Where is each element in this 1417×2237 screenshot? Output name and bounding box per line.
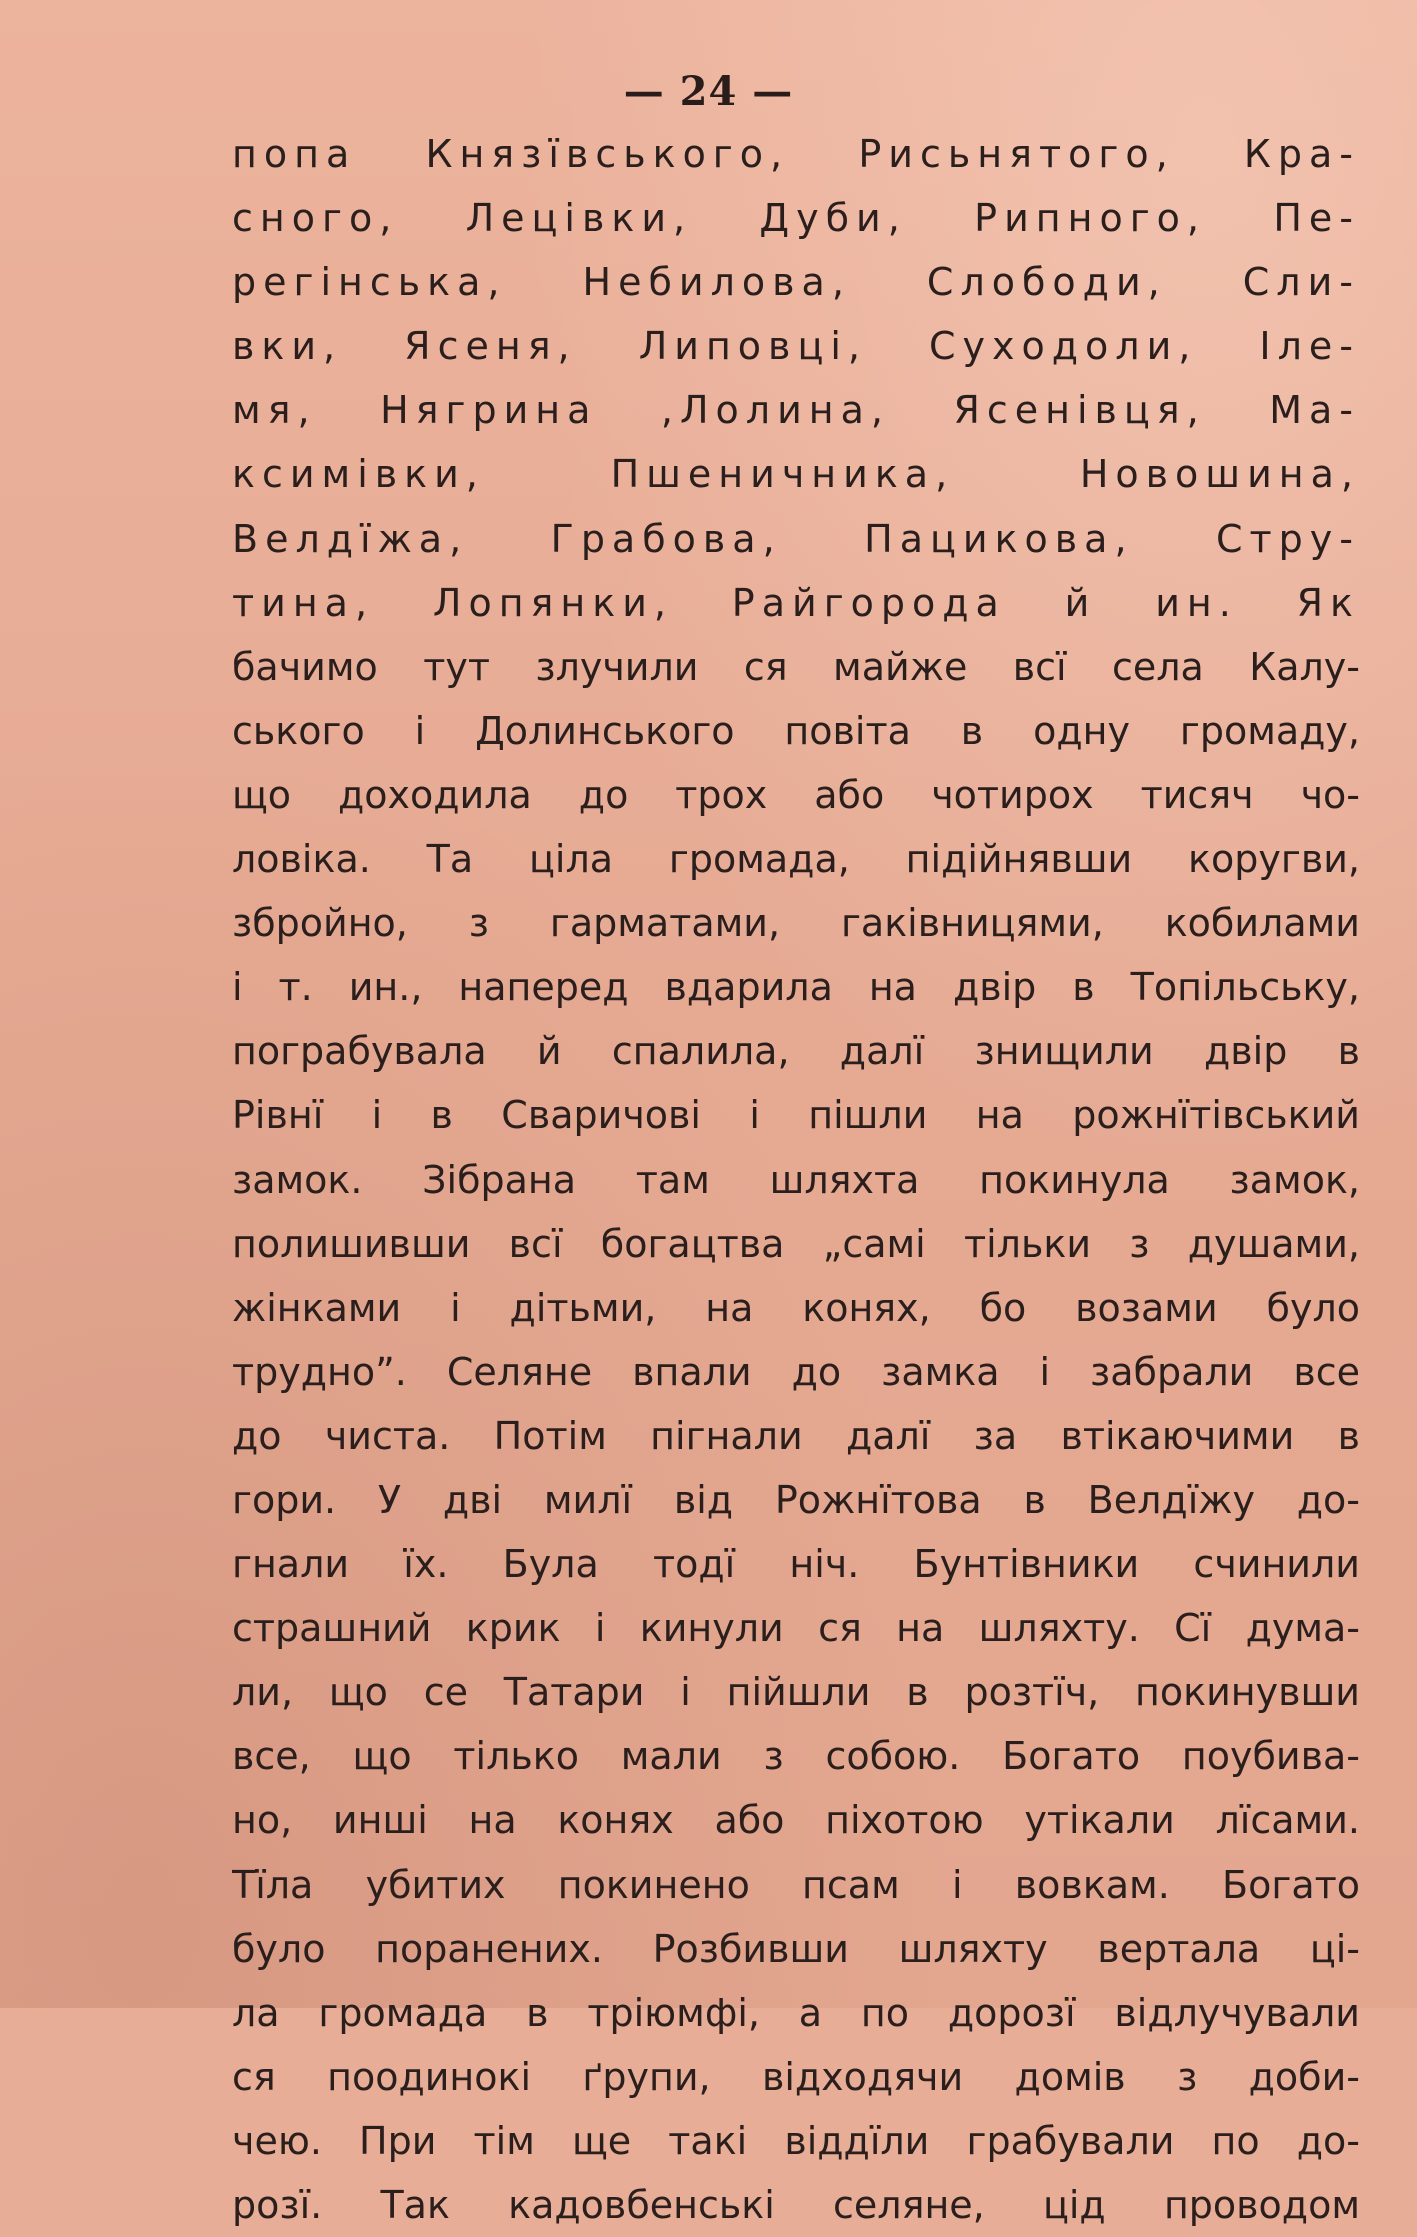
- text-line: мя, Нягрина ,Лолина, Ясенівця, Ма-: [232, 388, 1360, 433]
- text-line: все, що тілько мали з собою. Богато поубива-: [232, 1734, 1360, 1779]
- text-line: ського і Долинського повіта в одну громаду,: [232, 708, 1360, 753]
- text-line: бачимо тут злучили ся майже всї села Калу-: [232, 644, 1360, 689]
- text-line: розї. Так кадовбенські селяне, цід проводом: [232, 2183, 1360, 2227]
- body-text: [232, 122, 1360, 2237]
- text-line: Рівнї і в Сваричові і пішли на рожнїтівський: [232, 1093, 1360, 1138]
- text-line: жінками і дітьми, на конях, бо возами було: [232, 1285, 1360, 1330]
- text-line: вки, Ясеня, Липовці, Суходоли, Іле-: [232, 324, 1360, 369]
- text-line: замок. Зібрана там шляхта покинула замок,: [232, 1157, 1360, 1202]
- text-line: ла громада в тріюмфі, а по дорозї відлучували: [232, 1990, 1360, 2035]
- text-line: ксимівки, Пшеничника, Новошина,: [232, 452, 1360, 497]
- page-number: — 24 —: [623, 68, 794, 115]
- text-line: гнали їх. Була тодї ніч. Бунтівники счинили: [232, 1542, 1360, 1587]
- text-line: Велдїжа, Грабова, Пацикова, Стру-: [232, 516, 1360, 561]
- text-line: ли, що се Татари і пійшли в розтїч, покинувши: [232, 1670, 1360, 1715]
- text-line: і т. ин., наперед вдарила на двір в Топільську,: [232, 965, 1360, 1010]
- text-line: до чиста. Потім пігнали далї за втікаючими в: [232, 1413, 1360, 1458]
- text-line: збройно, з гарматами, гаківницями, кобилами: [232, 901, 1360, 946]
- text-line: сного, Лецівки, Дуби, Рипного, Пе-: [232, 196, 1360, 241]
- text-line: Тїла убитих покинено псам і вовкам. Богато: [232, 1862, 1360, 1907]
- text-line: полишивши всї богацтва „самі тільки з душами,: [232, 1221, 1360, 1266]
- text-line: було поранених. Розбивши шляхту вертала ці-: [232, 1926, 1360, 1971]
- text-line: ся поодинокі ґрупи, відходячи домів з доби-: [232, 2054, 1360, 2099]
- text-line: гори. У дві милї від Рожнїтова в Велдїжу до-: [232, 1477, 1360, 1522]
- text-line: тина, Лопянки, Райгорода й ин. Як: [232, 580, 1360, 625]
- text-line: пограбувала й спалила, далї знищили двір в: [232, 1029, 1360, 1074]
- text-line: трудно”. Селяне впали до замка і забрали все: [232, 1349, 1360, 1394]
- text-line: но, инші на конях або піхотою утікали лїсами.: [232, 1798, 1360, 1843]
- text-line: попа Князївського, Рисьнятого, Кра-: [232, 132, 1360, 176]
- text-line: ловіка. Та ціла громада, підійнявши коругви,: [232, 837, 1360, 882]
- text-line: що доходила до трох або чотирох тисяч чо-: [232, 772, 1360, 817]
- text-line: регінська, Небилова, Слободи, Сли-: [232, 260, 1360, 305]
- text-line: чею. При тім ще такі віддїли грабували по до-: [232, 2118, 1360, 2163]
- text-line: страшний крик і кинули ся на шляхту. Сї дума-: [232, 1606, 1360, 1651]
